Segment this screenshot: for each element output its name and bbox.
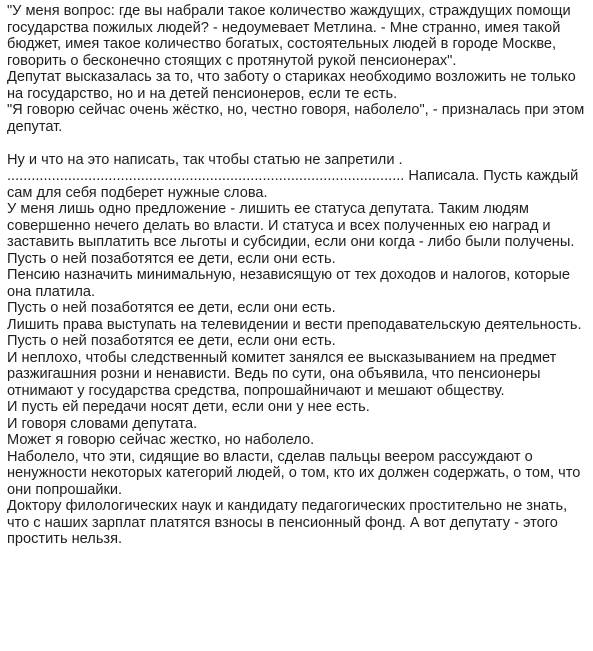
comment-paragraph: Наболело, что эти, сидящие во власти, сделав пальцы веером рассуждают о ненужности некоторых категорий людей, о том, кто их должен содержать, о том, что они попрошайки. — [7, 448, 585, 498]
quote-paragraph: "Я говорю сейчас очень жёстко, но, честно говоря, наболело", - призналась при этом депутат. — [7, 102, 589, 135]
comment-paragraph: И пусть ей передачи носят дети, если они у нее есть. — [7, 399, 370, 415]
quote-paragraph: "У меня вопрос: где вы набрали такое количество жаждущих, страждущих помощи государства пожилых людей? - недоумевает Метлина. - Мне странно, имея такой бюджет, имея такое количество богатых, состоятельных людей в городе Москве, говорить о бесконечно стоящих с протянутой рукой пенсионерах". — [7, 3, 575, 69]
comment-paragraph: Доктору филологических наук и кандидату педагогических простительно не знать, что с наших зарплат платятся взносы в пенсионный фонд. А вот депутату - этого простить нельзя. — [7, 498, 572, 547]
comment-paragraph: И неплохо, чтобы следственный комитет занялся ее высказыванием на предмет разжигашния розни и ненависти. Ведь по сути, она объявила, что пенсионеры отнимают у государства средства, попрошайничают и мешают обществу. — [7, 349, 561, 399]
comment-paragraph: Пусть о ней позаботятся ее дети, если они есть. — [7, 250, 336, 267]
comment-paragraph: Ну и что на это написать, так чтобы статью не запретили . — [7, 151, 403, 168]
comment-paragraph: У меня лишь одно предложение - лишить ее статуса депутата. Таким людям совершенно нечего делать во власти. И статуса и всех полученных ею наград и заставить выплатить все льготы и субсидии, если они когда - либо были получены. — [7, 201, 575, 250]
comment-paragraph: Пусть о ней позаботятся ее дети, если они есть. — [7, 300, 336, 316]
comment-paragraph: И говоря словами депутата. — [7, 415, 198, 432]
comment-paragraph: .................................................................................................. Написала. Пусть каждый сам для себя подберет нужные слова. — [7, 168, 583, 201]
paragraph-spacer — [7, 135, 585, 152]
comment-paragraph: Пенсию назначить минимальную, независящую от тех доходов и налогов, которые она платила. — [7, 267, 575, 300]
statement-paragraph: Депутат высказалась за то, что заботу о стариках необходимо возложить не только на государство, но и на детей пенсионеров, если те есть. — [7, 69, 580, 102]
comment-paragraph: Лишить права выступать на телевидении и вести преподавательскую деятельность. Пусть о ней позаботятся ее дети, если они есть. — [7, 316, 586, 349]
comment-paragraph: Может я говорю сейчас жестко, но наболело. — [7, 432, 315, 448]
